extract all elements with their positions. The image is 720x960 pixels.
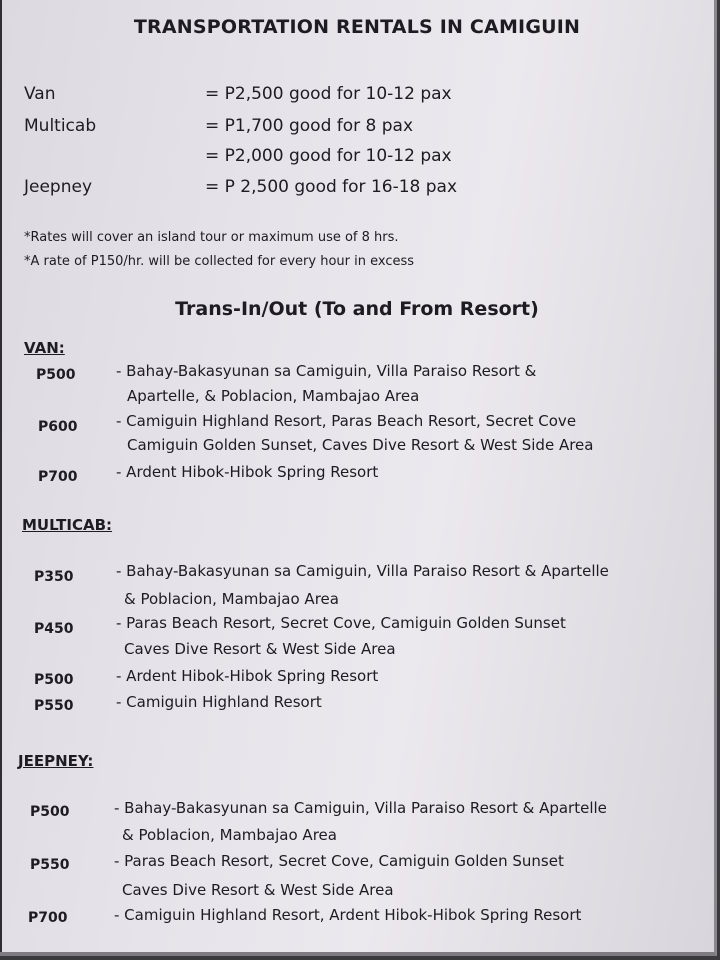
section-heading-multicab: MULTICAB: — [22, 516, 113, 534]
jeepney-destination: - Bahay-Bakasyunan sa Camiguin, Villa Paraiso Resort & Apartelle — [114, 799, 607, 817]
van-destination: - Bahay-Bakasyunan sa Camiguin, Villa Paraiso Resort & — [116, 362, 537, 380]
note-excess-rate: *A rate of P150/hr. will be collected for every hour in excess — [24, 254, 415, 269]
multicab-price: P350 — [34, 569, 74, 585]
multicab-destination: Caves Dive Resort & West Side Area — [124, 640, 396, 658]
section-heading-van: VAN: — [24, 339, 65, 357]
multicab-price: P450 — [34, 621, 74, 637]
rental-name-van: Van — [24, 84, 56, 104]
jeepney-price: P700 — [28, 910, 68, 926]
van-destination: Camiguin Golden Sunset, Caves Dive Resort & West Side Area — [127, 436, 594, 454]
rental-rate-multicab-12: = P2,000 good for 10-12 pax — [205, 146, 452, 166]
van-destination: - Ardent Hibok-Hibok Spring Resort — [116, 463, 379, 481]
multicab-destination: - Ardent Hibok-Hibok Spring Resort — [116, 667, 379, 685]
section-heading-jeepney: JEEPNEY: — [18, 752, 94, 770]
rental-rate-multicab-8: = P1,700 good for 8 pax — [205, 116, 414, 136]
page-title: TRANSPORTATION RENTALS IN CAMIGUIN — [133, 16, 581, 38]
multicab-destination: - Camiguin Highland Resort — [116, 693, 322, 711]
multicab-price: P550 — [34, 698, 74, 714]
rental-rate-van: = P2,500 good for 10-12 pax — [205, 84, 452, 104]
multicab-destination: - Bahay-Bakasyunan sa Camiguin, Villa Paraiso Resort & Apartelle — [116, 562, 609, 580]
van-price: P700 — [38, 469, 78, 485]
van-destination: - Camiguin Highland Resort, Paras Beach Resort, Secret Cove — [116, 412, 577, 430]
section-subtitle: Trans-In/Out (To and From Resort) — [175, 298, 539, 320]
left-frame-edge — [0, 0, 2, 952]
multicab-price: P500 — [34, 672, 74, 688]
jeepney-destination: Caves Dive Resort & West Side Area — [122, 881, 394, 899]
rental-name-jeepney: Jeepney — [24, 177, 93, 197]
jeepney-price: P550 — [30, 857, 70, 873]
van-destination: Apartelle, & Poblacion, Mambajao Area — [127, 387, 420, 405]
van-price: P500 — [36, 367, 76, 383]
jeepney-destination: & Poblacion, Mambajao Area — [122, 826, 337, 844]
multicab-destination: - Paras Beach Resort, Secret Cove, Camiguin Golden Sunset — [116, 614, 566, 632]
rental-rate-jeepney: = P 2,500 good for 16-18 pax — [205, 177, 458, 197]
jeepney-price: P500 — [30, 804, 70, 820]
jeepney-destination: - Paras Beach Resort, Secret Cove, Camiguin Golden Sunset — [114, 852, 564, 870]
note-island-tour: *Rates will cover an island tour or maximum use of 8 hrs. — [24, 230, 399, 245]
van-price: P600 — [38, 419, 78, 435]
jeepney-destination: - Camiguin Highland Resort, Ardent Hibok-Hibok Spring Resort — [114, 906, 582, 924]
rental-name-multicab: Multicab — [24, 116, 97, 136]
multicab-destination: & Poblacion, Mambajao Area — [124, 590, 339, 608]
